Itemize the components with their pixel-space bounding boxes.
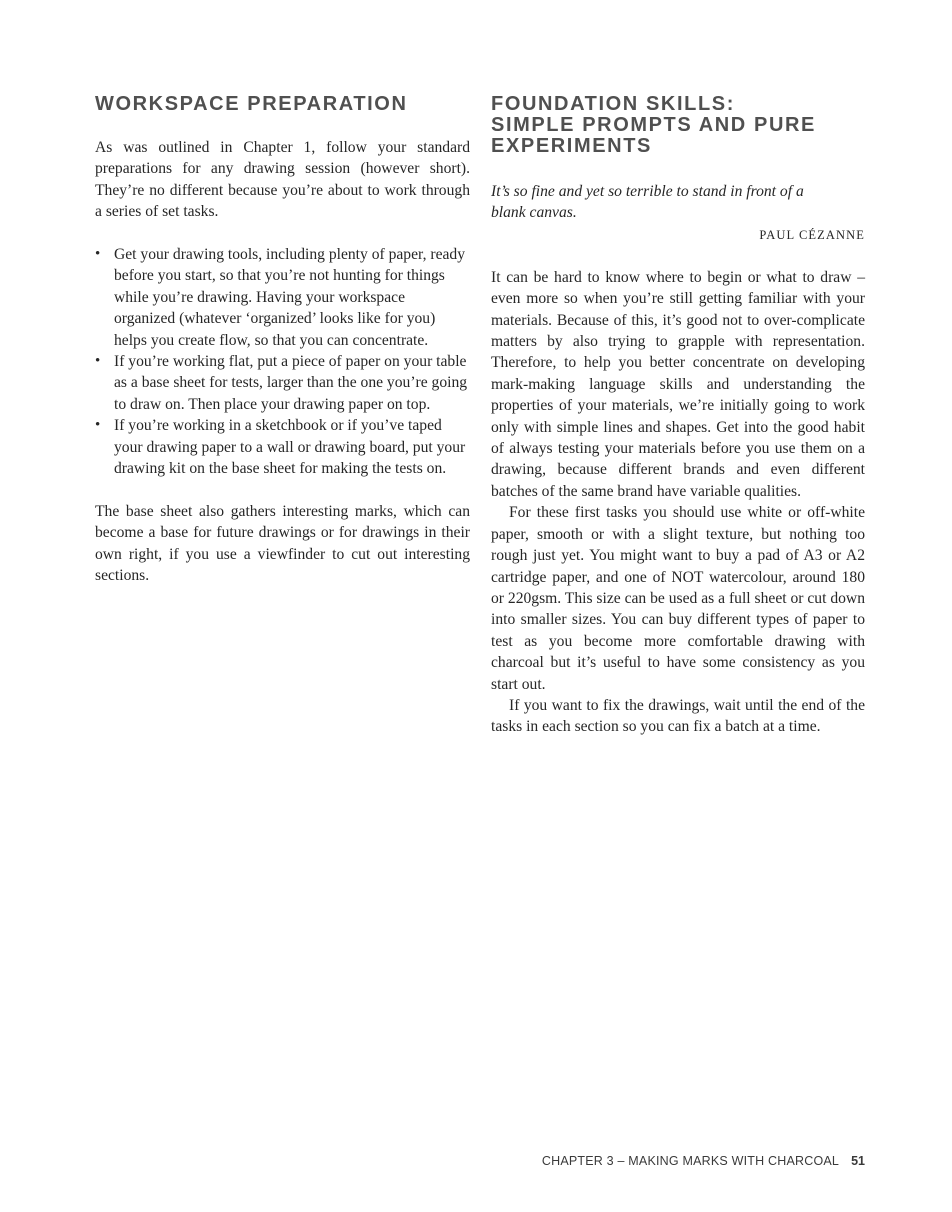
bullet-text: If you’re working flat, put a piece of paper on your table as a base sheet for tests, larger than the one you’re going to draw on. Then place your drawing paper on top. <box>114 353 468 413</box>
left-column <box>95 92 470 587</box>
bullet-item <box>95 351 470 415</box>
bullet-text: Get your drawing tools, including plenty of paper, ready before you start, so that you’re not hunting for things while you’re drawing. Having your workspace organized (whatever ‘organized’ looks like for you) helps you create flow, so that you can concentrate. <box>114 246 466 349</box>
bullet-text: If you’re working in a sketchbook or if you’ve taped your drawing paper to a wall or drawing board, put your drawing kit on the base sheet for making the tests on. <box>114 417 466 478</box>
heading-line: EXPERIMENTS <box>491 135 652 157</box>
epigraph-quote: It’s so fine and yet so terrible to stand in front of a blank canvas. <box>491 183 804 222</box>
body-paragraph: It can be hard to know where to begin or what to draw – even more so when you’re still getting familiar with your materials. Because of this, it’s good not to over-complicate matters by also trying to grapple with representation. Therefore, to help you better concentrate on developing mark-making language skills and understanding the properties of your materials, we’re initially going to work only with simple lines and shapes. Get into the good habit of always testing your materials before you use them on a drawing, because different brands and even different batches of the same brand have variable qualities. <box>491 268 865 500</box>
section-heading-foundation-skills <box>491 94 865 157</box>
right-column <box>491 92 865 738</box>
bullet-marker: • <box>95 417 101 434</box>
closing-paragraph: The base sheet also gathers interesting marks, which can become a base for future drawings or for drawings in their own right, if you use a viewfinder to cut out interesting sections. <box>95 502 470 585</box>
epigraph-attribution: PAUL CÉZANNE <box>759 227 865 242</box>
preparation-bullet-list <box>95 244 470 479</box>
body-paragraph: If you want to fix the drawings, wait until the end of the tasks in each section so you can fix a batch at a time. <box>491 696 865 736</box>
bullet-marker: • <box>95 246 101 263</box>
body-paragraph: For these first tasks you should use white or off-white paper, smooth or with a slight texture, but nothing too rough just yet. You might want to buy a pad of A3 or A2 cartridge paper, and one of NOT watercolour, around 180 or 220gsm. This size can be used as a full sheet or cut down into smaller sizes. You can buy different types of paper to test as you become more comfortable drawing with charcoal but it’s useful to have some consistency as you start out. <box>491 504 865 693</box>
heading-line: FOUNDATION SKILLS: <box>491 93 735 115</box>
page-number: 51 <box>851 1154 865 1168</box>
heading-line: SIMPLE PROMPTS AND PURE <box>491 114 816 136</box>
intro-paragraph: As was outlined in Chapter 1, follow your standard preparations for any drawing session (however short). They’re no different because you’re about to work through a series of set tasks. <box>95 139 470 221</box>
running-footer <box>542 1154 865 1168</box>
bullet-marker: • <box>95 353 101 370</box>
footer-chapter-title: CHAPTER 3 – MAKING MARKS WITH CHARCOAL <box>541 1154 840 1168</box>
bullet-item <box>95 244 470 351</box>
section-heading-workspace-preparation: WORKSPACE PREPARATION <box>95 93 408 115</box>
bullet-item <box>95 415 470 479</box>
